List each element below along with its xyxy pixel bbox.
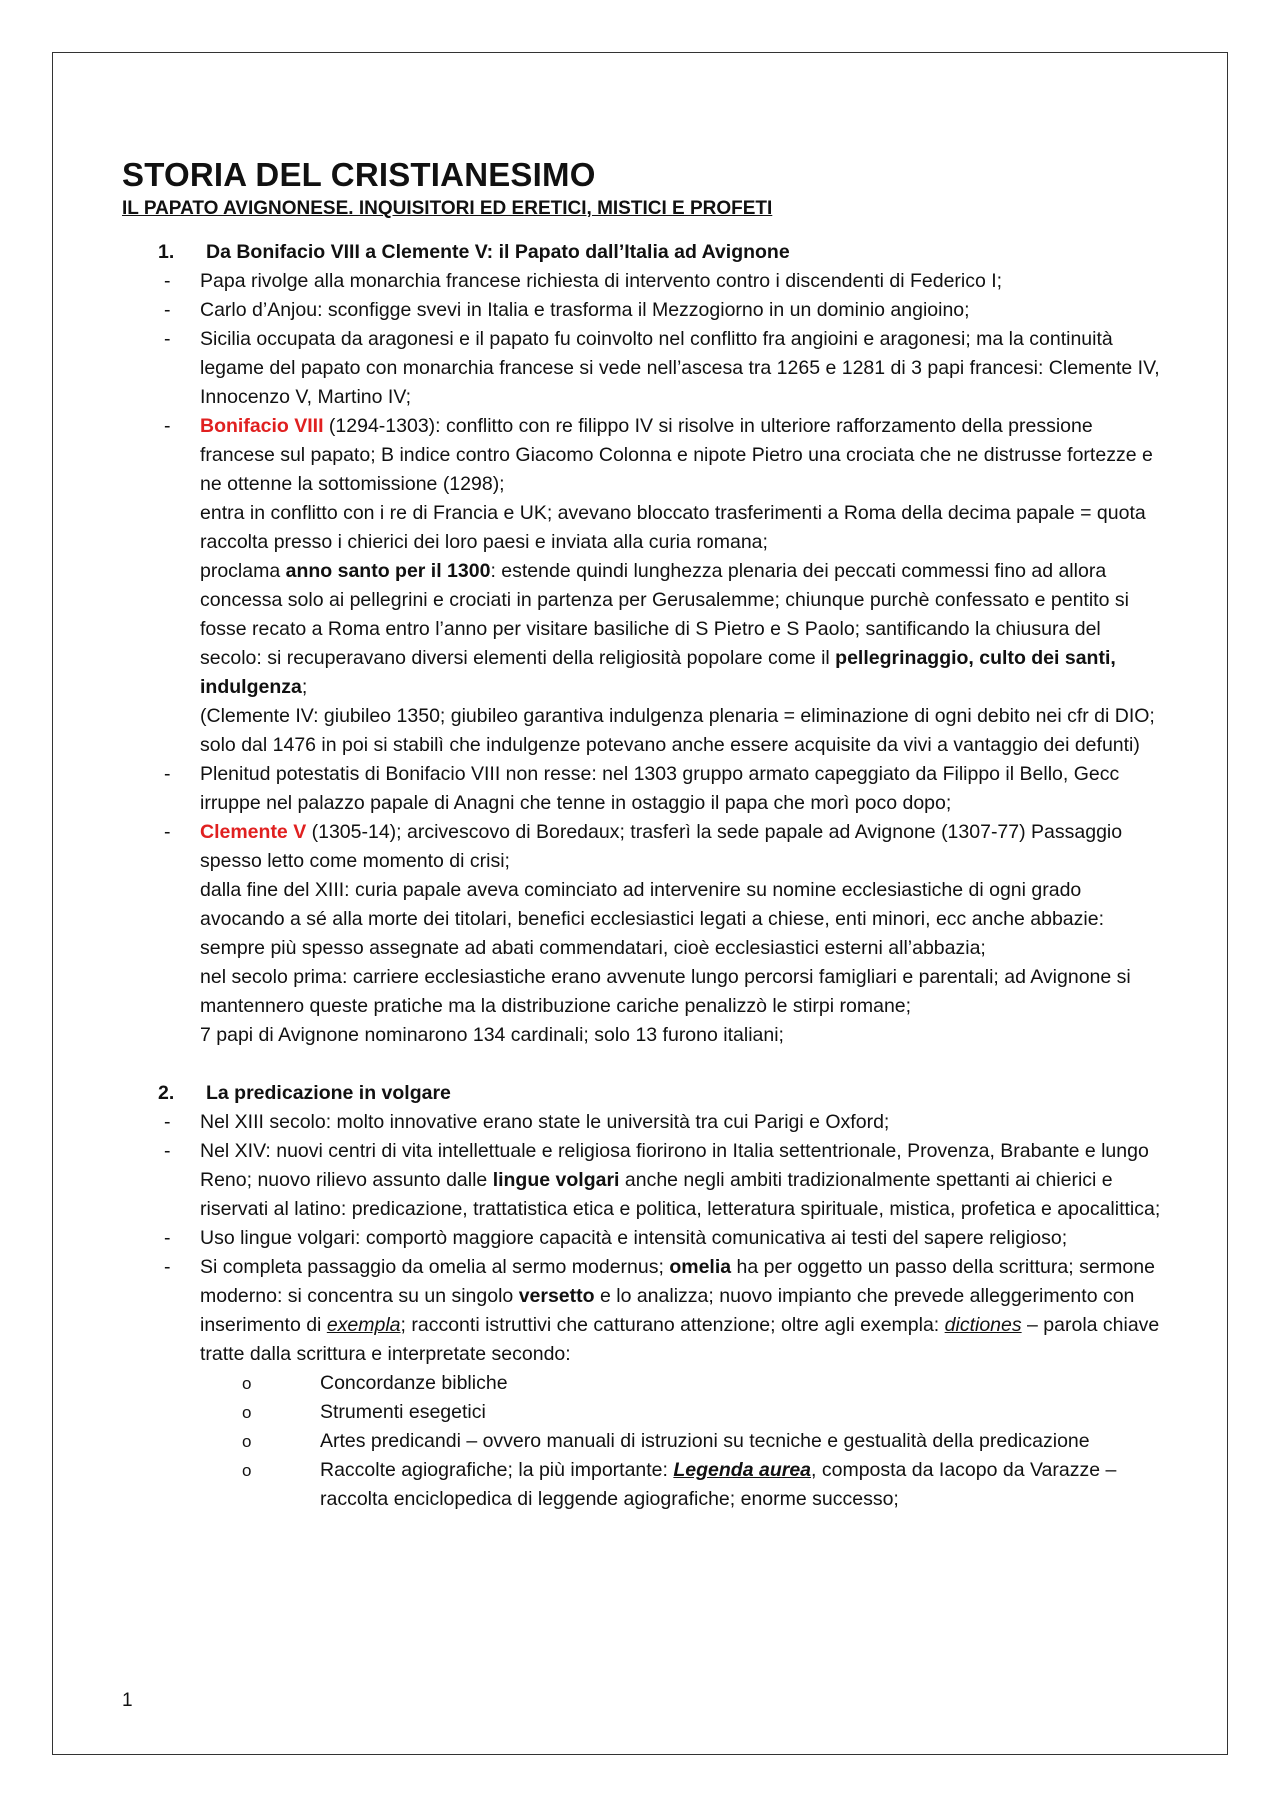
list-item: - Plenitud potestatis di Bonifacio VIII non resse: nel 1303 gruppo armato capeggiato da Filippo il Bello, Gecc irruppe nel palazzo papale di Anagni che tenne in ostaggio il papa che morì poco dopo;: [164, 763, 1120, 814]
sub-list-item: o Strumenti esegetici: [242, 1401, 486, 1423]
sub-list-item: o Concordanze bibliche: [242, 1372, 508, 1394]
list-item: - Carlo d’Anjou: sconfigge svevi in Italia e trasforma il Mezzogiorno in un dominio angioino;: [164, 299, 970, 321]
list-item: - Nel XIV: nuovi centri di vita intellettuale e religiosa fiorirono in Italia settentrionale, Provenza, Brabante e lungo Reno; nuovo rilievo assunto dalle lingue volgari anche negli ambiti tradizionalmente spettanti ai chierici e riservati al latino: predicazione, trattatistica etica e politica, letteratura spirituale, mistica, profetica e apocalittica;: [164, 1140, 1161, 1220]
list-item: - Sicilia occupata da aragonesi e il papato fu coinvolto nel conflitto fra angioini e aragonesi; ma la continuità legame del papato con monarchia francese si vede nell’ascesa tra 1265 e 1281 di 3 papi francesi: Clemente IV, Innocenzo V, Martino IV;: [164, 328, 1160, 408]
list-item: - Si completa passaggio da omelia al sermo modernus; omelia ha per oggetto un passo della scrittura; sermone moderno: si concentra su un singolo versetto e lo analizza; nuovo impianto che prevede alleggerimento con inserimento di exempla; racconti istruttivi che catturano attenzione; oltre agli exempla: dictiones – parola chiave tratte dalla scrittura e interpretate secondo:: [164, 1256, 1160, 1365]
document-title: STORIA DEL CRISTIANESIMO: [122, 156, 596, 193]
list-item: - Clemente V (1305-14); arcivescovo di Boredaux; trasferì la sede papale ad Avignone (1307-77) Passaggio spesso letto come momento di crisi; dalla fine del XIII: curia papale aveva cominciato ad intervenire su nomine ecclesiastiche di ogni grado avocando a sé alla morte dei titolari, benefici ecclesiastici legati a chiese, enti minori, ecc anche abbazie: sempre più spesso assegnate ad abati commendatari, cioè ecclesiastici esterni all’abbazia; nel secolo prima: carriere ecclesiastiche erano avvenute lungo percorsi famigliari e parentali; ad Avignone si mantennero queste pratiche ma la distribuzione cariche penalizzò le stirpi romane; 7 papi di Avignone nominarono 134 cardinali; solo 13 furono italiani;: [164, 821, 1131, 1046]
section-heading: [122, 238, 1162, 267]
section-number: 1.: [158, 241, 175, 263]
sub-list-item: o Raccolte agiografiche; la più importante: Legenda aurea, composta da Iacopo da Varazze – raccolta enciclopedica di leggende agiografiche; enorme successo;: [242, 1459, 1117, 1510]
section-heading: [122, 1079, 1162, 1108]
highlight-name: Bonifacio VIII: [200, 415, 324, 437]
section-title: La predicazione in volgare: [206, 1082, 451, 1104]
list-item: - Bonifacio VIII (1294-1303): conflitto con re filippo IV si risolve in ulteriore rafforzamento della pressione francese sul papato; B indice contro Giacomo Colonna e nipote Pietro una crociata che ne distrusse fortezze e ne ottenne la sottomissione (1298); entra in conflitto con i re di Francia e UK; avevano bloccato trasferimenti a Roma della decima papale = quota raccolta presso i chierici dei loro paesi e inviata alla curia romana; proclama anno santo per il 1300: estende quindi lunghezza plenaria dei peccati commessi fino ad allora concessa solo ai pellegrini e crociati in partenza per Gerusalemme; chiunque purchè confessato e pentito si fosse recato a Roma entro l’anno per visitare basiliche di S Pietro e S Paolo; santificando la chiusura del secolo: si recuperavano diversi elementi della religiosità popolare come il pellegrinaggio, culto dei santi, indulgenza; (Clemente IV: giubileo 1350; giubileo garantiva indulgenza plenaria = eliminazione di ogni debito nei cfr di DIO; solo dal 1476 in poi si stabilì che indulgenze potevano anche essere acquisite da vivi a vantaggio dei defunti): [164, 415, 1155, 756]
highlight-name: Clemente V: [200, 821, 307, 843]
document-body: [122, 155, 1162, 1514]
section-title: Da Bonifacio VIII a Clemente V: il Papato dall’Italia ad Avignone: [206, 241, 790, 263]
section-number: 2.: [158, 1082, 175, 1104]
list-item: - Uso lingue volgari: comportò maggiore capacità e intensità comunicativa ai testi del sapere religioso;: [164, 1227, 1068, 1249]
legenda-aurea-title: Legenda aurea: [673, 1459, 812, 1481]
page-number: 1: [122, 1690, 133, 1711]
list-item: - Papa rivolge alla monarchia francese richiesta di intervento contro i discendenti di Federico I;: [164, 270, 1003, 292]
document-subtitle: IL PAPATO AVIGNONESE. INQUISITORI ED ERETICI, MISTICI E PROFETI: [122, 198, 773, 219]
list-item: - Nel XIII secolo: molto innovative erano state le università tra cui Parigi e Oxford;: [164, 1111, 890, 1133]
sub-list-item: o Artes predicandi – ovvero manuali di istruzioni su tecniche e gestualità della predicazione: [242, 1430, 1090, 1452]
